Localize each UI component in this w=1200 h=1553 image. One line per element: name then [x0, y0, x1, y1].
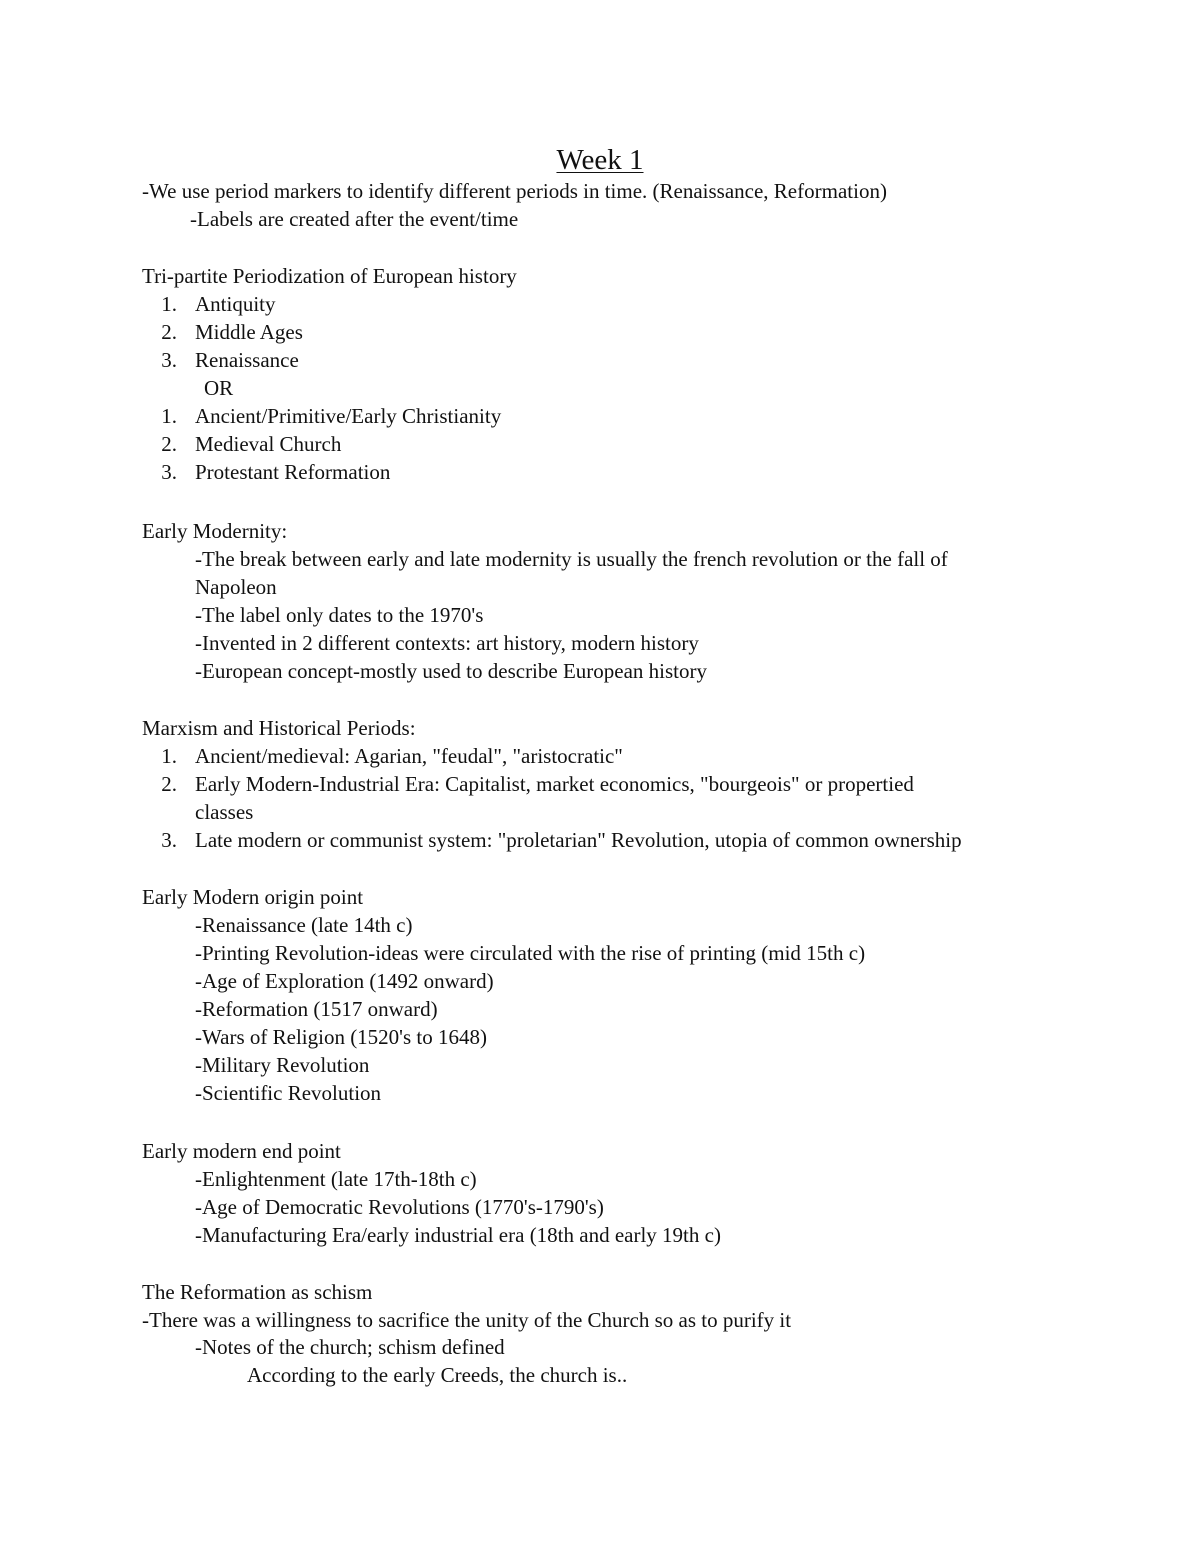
list-number: 3.: [161, 348, 177, 372]
section-heading-tripartite: Tri-partite Periodization of European history: [142, 264, 517, 288]
list-number: 1.: [161, 744, 177, 768]
note-line: -Age of Exploration (1492 onward): [195, 969, 494, 993]
note-line: -Military Revolution: [195, 1053, 370, 1077]
list-number: 2.: [161, 432, 177, 456]
note-line: -Notes of the church; schism defined: [195, 1335, 505, 1359]
list-number: 3.: [161, 460, 177, 484]
list-item: Antiquity: [195, 292, 276, 316]
list-item: Ancient/medieval: Agarian, "feudal", "aristocratic": [195, 744, 623, 768]
note-line: -Manufacturing Era/early industrial era (18th and early 19th c): [195, 1223, 721, 1247]
note-line: -Printing Revolution-ideas were circulated with the rise of printing (mid 15th c): [195, 941, 866, 965]
section-heading-schism: The Reformation as schism: [142, 1280, 373, 1304]
note-line: -Reformation (1517 onward): [195, 997, 438, 1021]
list-number: 1.: [161, 292, 177, 316]
note-line: -The break between early and late modernity is usually the french revolution or the fall of: [195, 547, 948, 571]
list-item: Medieval Church: [195, 432, 342, 456]
list-item: Middle Ages: [195, 320, 303, 344]
list-item: Late modern or communist system: "proletarian" Revolution, utopia of common ownership: [195, 828, 962, 852]
section-heading-origin: Early Modern origin point: [142, 885, 364, 909]
note-line: -Invented in 2 different contexts: art history, modern history: [195, 631, 699, 655]
list-number: 2.: [161, 320, 177, 344]
list-number: 3.: [161, 828, 177, 852]
note-line: -Scientific Revolution: [195, 1081, 382, 1105]
section-heading-early-modernity: Early Modernity:: [142, 519, 288, 543]
list-item: Early Modern-Industrial Era: Capitalist, market economics, "bourgeois" or propertied: [195, 772, 914, 796]
note-line: -Enlightenment (late 17th-18th c): [195, 1167, 477, 1191]
note-line: -Renaissance (late 14th c): [195, 913, 413, 937]
list-item: Renaissance: [195, 348, 299, 372]
or-separator: OR: [204, 376, 234, 400]
note-line: According to the early Creeds, the church is..: [247, 1363, 628, 1387]
section-heading-marxism: Marxism and Historical Periods:: [142, 716, 416, 740]
list-number: 1.: [161, 404, 177, 428]
note-line: -European concept-mostly used to describe European history: [195, 659, 708, 683]
note-line: -The label only dates to the 1970's: [195, 603, 484, 627]
list-item: Ancient/Primitive/Early Christianity: [195, 404, 502, 428]
list-number: 2.: [161, 772, 177, 796]
note-line: -Wars of Religion (1520's to 1648): [195, 1025, 487, 1049]
list-item: Protestant Reformation: [195, 460, 391, 484]
note-line: Napoleon: [195, 575, 277, 599]
note-line: -There was a willingness to sacrifice the unity of the Church so as to purify it: [142, 1308, 792, 1332]
intro-subline: -Labels are created after the event/time: [190, 207, 519, 231]
list-item-continuation: classes: [195, 800, 254, 824]
page-title: Week 1: [556, 144, 644, 176]
intro-line: -We use period markers to identify different periods in time. (Renaissance, Reformation): [142, 179, 887, 203]
section-heading-endpoint: Early modern end point: [142, 1139, 341, 1163]
note-line: -Age of Democratic Revolutions (1770's-1790's): [195, 1195, 604, 1219]
